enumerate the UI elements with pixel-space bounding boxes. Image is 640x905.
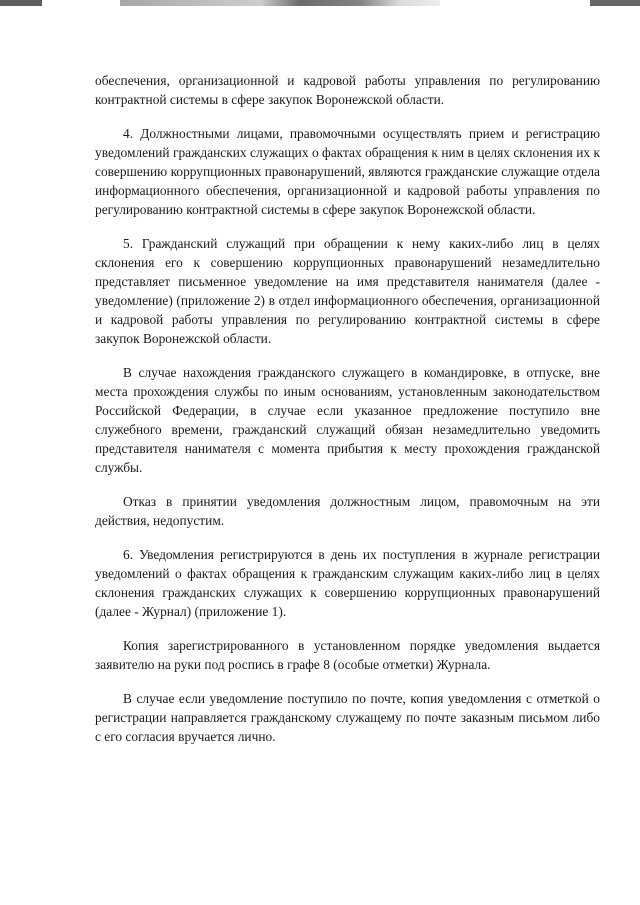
document-page <box>95 71 600 761</box>
paragraph-refusal: Отказ в принятии уведомления должностным лицом, правомочным на эти действия, недопустим. <box>95 494 600 528</box>
paragraph-continuation: обеспечения, организационной и кадровой работы управления по регулированию контрактной системы в сфере закупок Воронежской области. <box>95 73 600 107</box>
paragraph-item-4: 4. Должностными лицами, правомочными осуществлять прием и регистрацию уведомлений гражданских служащих о фактах обращения к ним в целях склонения их к совершению коррупционных правонарушений, являются гражданские служащие отдела информационного обеспечения, организационной и кадровой работы управления по регулированию контрактной системы в сфере закупок Воронежской области. <box>95 126 600 217</box>
paragraph-item-5: 5. Гражданский служащий при обращении к нему каких-либо лиц в целях склонения его к совершению коррупционных правонарушений незамедлительно представляет письменное уведомление на имя представителя нанимателя (далее - уведомление) (приложение 2) в отдел информационного обеспечения, организационной и кадровой работы управления по регулированию контрактной системы в сфере закупок Воронежской области. <box>95 236 600 346</box>
paragraph-item-6: 6. Уведомления регистрируются в день их поступления в журнале регистрации уведомлений о фактах обращения к гражданским служащим каких-либо лиц в целях склонения гражданских служащих к совершению коррупционных правонарушений (далее - Журнал) (приложение 1). <box>95 547 600 619</box>
paragraph-mail: В случае если уведомление поступило по почте, копия уведомления с отметкой о регистрации направляется гражданскому служащему по почте заказным письмом либо с его согласия вручается лично. <box>95 691 600 744</box>
scan-top-edge <box>0 0 640 6</box>
paragraph-business-trip: В случае нахождения гражданского служащего в командировке, в отпуске, вне места прохождения службы по иным основаниям, установленным законодательством Российской Федерации, в случае если указанное предложение поступило вне служебного времени, гражданский служащий обязан незамедлительно уведомить представителя нанимателя с момента прибытия к месту прохождения гражданской службы. <box>95 365 600 475</box>
paragraph-copy: Копия зарегистрированного в установленном порядке уведомления выдается заявителю на руки под роспись в графе 8 (особые отметки) Журнала. <box>95 638 600 672</box>
